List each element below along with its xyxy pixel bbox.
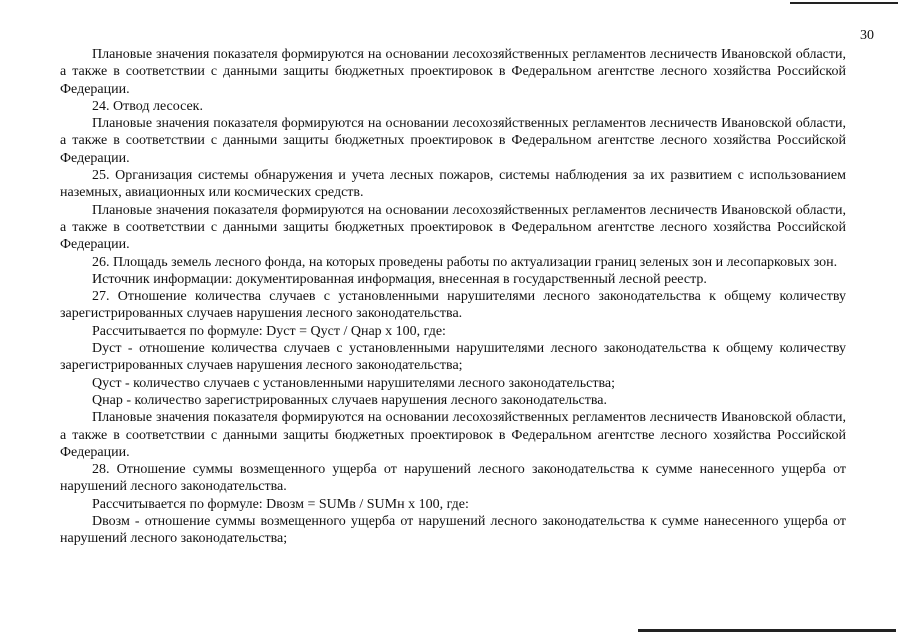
scan-artifact-bottom-line [638,629,896,632]
paragraph-plan-values-1: Плановые значения показателя формируются на основании лесохозяйственных регламентов лесничеств Ивановской области, а также в соответствии с данными защиты бюджетных проектировок в Федеральном агентстве лесного хозяйства Российской Федерации. [60,47,846,97]
paragraph-def-dust: Dуст - отношение количества случаев с установленными нарушителями лесного законодательства к общему количеству зарегистрированных случаев нарушения лесного законодательства; [60,341,846,374]
page-number: 30 [860,28,874,43]
paragraph-item-25: 25. Организация системы обнаружения и учета лесных пожаров, системы наблюдения за их развитием с использованием наземных, авиационных или космических средств. [60,168,846,201]
paragraph-plan-values-4: Плановые значения показателя формируются на основании лесохозяйственных регламентов лесничеств Ивановской области, а также в соответствии с данными защиты бюджетных проектировок в Федеральном агентстве лесного хозяйства Российской Федерации. [60,410,846,460]
paragraph-def-qust: Qуст - количество случаев с установленными нарушителями лесного законодательства; [92,375,616,391]
paragraph-formula-dvozm: Рассчитывается по формуле: Dвозм = SUMв / SUMн х 100, где: [92,496,469,512]
paragraph-formula-dust: Рассчитывается по формуле: Dуст = Qуст / Qнар х 100, где: [92,323,446,339]
paragraph-info-source: Источник информации: документированная информация, внесенная в государственный лесной реестр. [92,271,707,287]
document-body [60,46,846,548]
paragraph-def-dvozm: Dвозм - отношение суммы возмещенного ущерба от нарушений лесного законодательства к сумме нанесенного ущерба от нарушений лесного законодательства; [60,514,846,547]
paragraph-item-27: 27. Отношение количества случаев с установленными нарушителями лесного законодательства к общему количеству зарегистрированных случаев нарушения лесного законодательства. [60,289,846,322]
paragraph-plan-values-3: Плановые значения показателя формируются на основании лесохозяйственных регламентов лесничеств Ивановской области, а также в соответствии с данными защиты бюджетных проектировок в Федеральном агентстве лесного хозяйства Российской Федерации. [60,202,846,253]
paragraph-plan-values-2: Плановые значения показателя формируются на основании лесохозяйственных регламентов лесничеств Ивановской области, а также в соответствии с данными защиты бюджетных проектировок в Федеральном агентстве лесного хозяйства Российской Федерации. [60,116,846,166]
paragraph-item-24: 24. Отвод лесосек. [92,98,203,114]
scan-artifact-top-line [790,2,898,4]
paragraph-item-28: 28. Отношение суммы возмещенного ущерба от нарушений лесного законодательства к сумме нанесенного ущерба от нарушений лесного законодательства. [60,462,846,495]
paragraph-item-26: 26. Площадь земель лесного фонда, на которых проведены работы по актуализации границ зеленых зон и лесопарковых зон. [92,254,838,270]
paragraph-def-qnar: Qнар - количество зарегистрированных случаев нарушения лесного законодательства. [92,392,607,408]
